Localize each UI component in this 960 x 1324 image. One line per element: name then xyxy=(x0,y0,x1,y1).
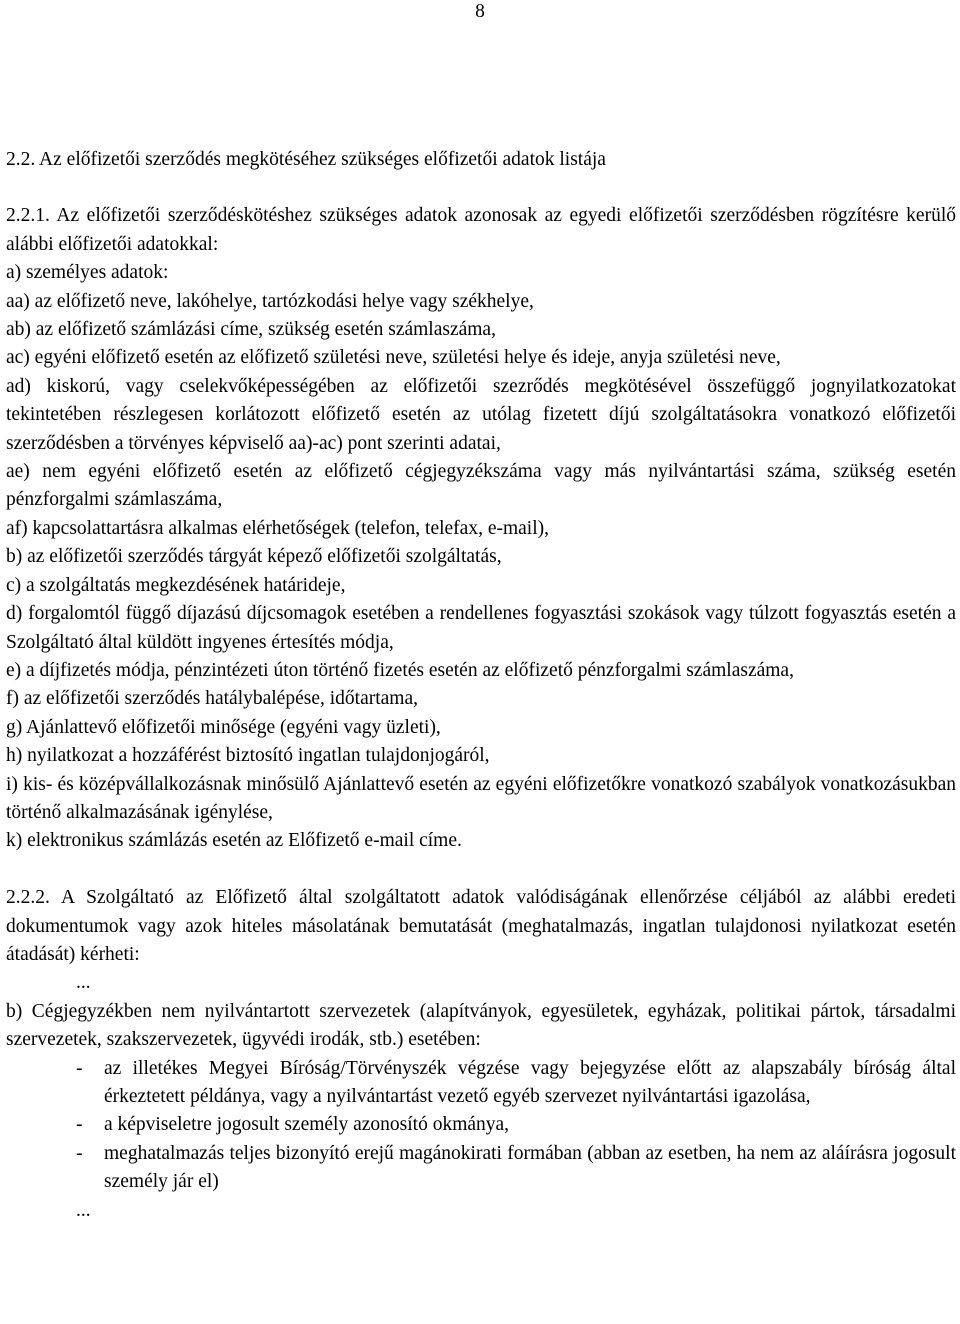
dash-bullet: - xyxy=(76,1114,83,1136)
dash-bullet: - xyxy=(76,1142,83,1164)
list-item: ab) az előfizető számlázási címe, szükség esetén számlaszáma, xyxy=(6,319,496,341)
document-body xyxy=(6,146,956,1225)
list-item: e) a díjfizetés módja, pénzintézeti úton történő fizetés esetén az előfizető pénzforgalmi számlaszáma, xyxy=(6,659,794,681)
list-item: ad) kiskorú, vagy cselekvőképességében az előfizetői szezrődés megkötésével összefüggő jognyilatkozatokat tekintetében részlegesen korlátozott előfizető esetén az utólag fizetett díjú szolgáltatásokra vonatkozó előfizetői szerződésben a törvényes képviselő aa)-ac) pont szerinti adatai, xyxy=(6,375,956,454)
dash-list xyxy=(6,1055,956,1197)
section-heading: 2.2. Az előfizetői szerződés megkötéséhez szükséges előfizetői adatok listája xyxy=(6,149,606,170)
dash-item-text: a képviseletre jogosult személy azonosító okmánya, xyxy=(104,1114,510,1136)
list-item: ac) egyéni előfizető esetén az előfizető születési neve, születési helye és ideje, anyja születési neve, xyxy=(6,347,781,369)
section-2-2-2-intro: 2.2.2. A Szolgáltató az Előfizető által szolgáltatott adatok valódiságának ellenőrzése céljából az alábbi eredeti dokumentumok vagy azok hiteles másolatának bemutatását (meghatalmazás, ingatlan tulajdonosi nyilatkozat esetén átadását) kérheti: xyxy=(6,887,956,965)
list-item: g) Ajánlattevő előfizetői minősége (egyéni vagy üzleti), xyxy=(6,716,441,738)
dash-list-item xyxy=(76,1055,956,1112)
page-number: 8 xyxy=(475,1,485,22)
dash-list-item xyxy=(76,1140,956,1197)
dash-item-text: az illetékes Megyei Bíróság/Törvényszék végzése vagy bejegyzése előtt az alapszabály bíróság által érkeztetett példánya, vagy a nyilvántartást vezető egyéb szervezet nyilvántartási igazolása, xyxy=(104,1057,956,1107)
paragraph-gap xyxy=(6,856,956,884)
list-item: k) elektronikus számlázás esetén az Előfizető e-mail címe. xyxy=(6,830,462,852)
list-item: aa) az előfizető neve, lakóhelye, tartózkodási helye vagy székhelye, xyxy=(6,290,534,312)
list-item: a) személyes adatok: xyxy=(6,262,169,284)
list-item: h) nyilatkozat a hozzáférést biztosító ingatlan tulajdonjogáról, xyxy=(6,745,490,767)
omission-ellipsis: ... xyxy=(76,1199,91,1221)
list-item: d) forgalomtól függő díjazású díjcsomagok esetében a rendellenes fogyasztási szokások vagy túlzott fogyasztás esetén a Szolgáltató által küldött ingyenes értesítés módja, xyxy=(6,603,956,653)
section-2-2-1-intro: 2.2.1. Az előfizetői szerződéskötéshez szükséges adatok azonosak az egyedi előfizetői szerződésben rögzítésre kerülő alábbi előfizetői adatokkal: xyxy=(6,205,956,255)
list-item: i) kis- és középvállalkozásnak minősülő Ajánlattevő esetén az egyéni előfizetőkre vonatkozó szabályok vonatkozásukban történő alkalmazásának igénylése, xyxy=(6,773,956,823)
section-2-2-2-item-b: b) Cégjegyzékben nem nyilvántartott szervezetek (alapítványok, egyesületek, egyházak, politikai pártok, társadalmi szervezetek, szakszervezetek, ügyvédi irodák, stb.) esetében: xyxy=(6,1000,956,1051)
list-item: ae) nem egyéni előfizető esetén az előfizető cégjegyzékszáma vagy más nyilvántartási száma, szükség esetén pénzforgalmi számlaszáma, xyxy=(6,461,956,511)
list-item: b) az előfizetői szerződés tárgyát képező előfizetői szolgáltatás, xyxy=(6,546,502,568)
list-item: f) az előfizetői szerződés hatálybalépése, időtartama, xyxy=(6,688,418,710)
list-item: af) kapcsolattartásra alkalmas elérhetőségek (telefon, telefax, e-mail), xyxy=(6,517,550,539)
dash-item-text: meghatalmazás teljes bizonyító erejű magánokirati formában (abban az esetben, ha nem az aláírásra jogosult személy jár el) xyxy=(104,1142,956,1193)
section-2-2-1-list xyxy=(6,259,956,856)
dash-list-item xyxy=(76,1111,956,1139)
dash-bullet: - xyxy=(76,1057,83,1079)
list-item: c) a szolgáltatás megkezdésének határideje, xyxy=(6,574,346,596)
omission-ellipsis: ... xyxy=(76,972,91,994)
